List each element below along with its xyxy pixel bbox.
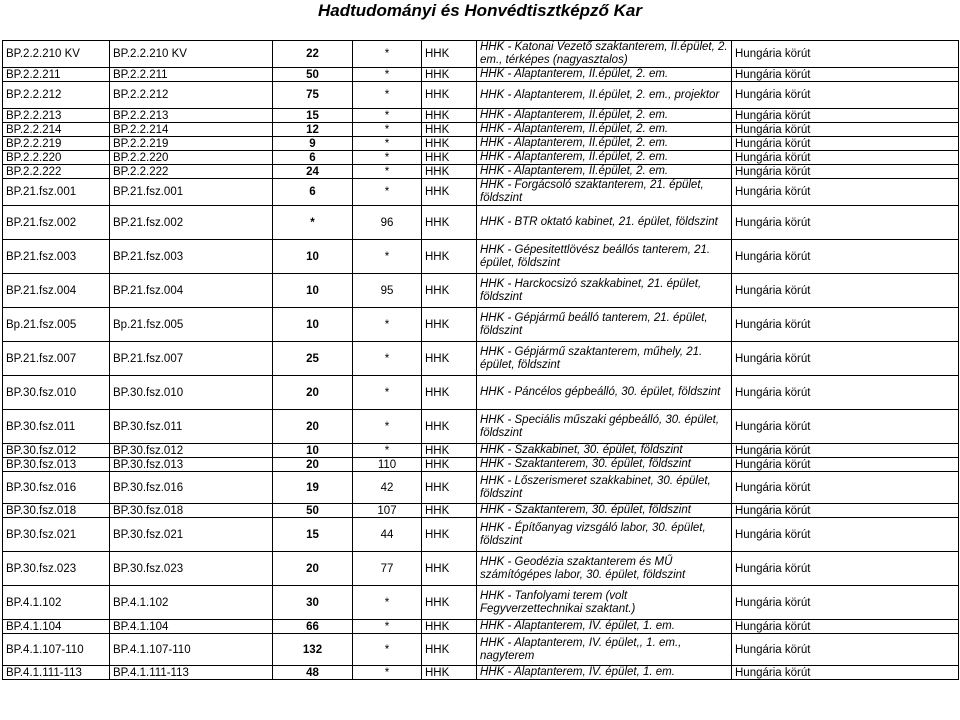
table-row bbox=[3, 41, 959, 68]
room-code-alt-cell: BP.30.fsz.012 bbox=[110, 444, 273, 458]
room-description-cell: HHK - Alaptanterem, II.épület, 2. em. bbox=[477, 151, 732, 165]
faculty-code-cell: HHK bbox=[422, 444, 477, 458]
location-cell: Hungária körút bbox=[732, 410, 959, 444]
room-description-cell: HHK - Alaptanterem, II.épület, 2. em., projektor bbox=[477, 82, 732, 109]
capacity-cell: 15 bbox=[273, 518, 353, 552]
faculty-code-cell: HHK bbox=[422, 586, 477, 620]
room-description-cell: HHK - Szaktanterem, 30. épület, földszint bbox=[477, 458, 732, 472]
table-row bbox=[3, 518, 959, 552]
capacity-cell: 19 bbox=[273, 472, 353, 504]
room-code-alt-cell: BP.4.1.111-113 bbox=[110, 666, 273, 680]
location-cell: Hungária körút bbox=[732, 518, 959, 552]
secondary-value-cell: 107 bbox=[353, 504, 422, 518]
location-cell: Hungária körút bbox=[732, 137, 959, 151]
table-row bbox=[3, 472, 959, 504]
room-code-cell: BP.30.fsz.010 bbox=[3, 376, 110, 410]
location-cell: Hungária körút bbox=[732, 458, 959, 472]
capacity-cell: 10 bbox=[273, 444, 353, 458]
location-cell: Hungária körút bbox=[732, 274, 959, 308]
room-code-alt-cell: BP.30.fsz.010 bbox=[110, 376, 273, 410]
capacity-cell: 6 bbox=[273, 151, 353, 165]
location-cell: Hungária körút bbox=[732, 82, 959, 109]
location-cell: Hungária körút bbox=[732, 620, 959, 634]
room-code-alt-cell: BP.30.fsz.013 bbox=[110, 458, 273, 472]
location-cell: Hungária körút bbox=[732, 206, 959, 240]
faculty-code-cell: HHK bbox=[422, 552, 477, 586]
room-code-cell: BP.4.1.111-113 bbox=[3, 666, 110, 680]
room-code-alt-cell: Bp.21.fsz.005 bbox=[110, 308, 273, 342]
location-cell: Hungária körút bbox=[732, 552, 959, 586]
capacity-cell: 30 bbox=[273, 586, 353, 620]
room-code-alt-cell: BP.4.1.104 bbox=[110, 620, 273, 634]
location-cell: Hungária körút bbox=[732, 444, 959, 458]
faculty-code-cell: HHK bbox=[422, 165, 477, 179]
room-code-alt-cell: BP.21.fsz.002 bbox=[110, 206, 273, 240]
room-code-alt-cell: BP.30.fsz.016 bbox=[110, 472, 273, 504]
secondary-value-cell: 110 bbox=[353, 458, 422, 472]
location-cell: Hungária körút bbox=[732, 586, 959, 620]
room-code-alt-cell: BP.30.fsz.023 bbox=[110, 552, 273, 586]
secondary-value-cell: 95 bbox=[353, 274, 422, 308]
room-description-cell: HHK - Forgácsoló szaktanterem, 21. épület, földszint bbox=[477, 179, 732, 206]
faculty-code-cell: HHK bbox=[422, 342, 477, 376]
capacity-cell: 50 bbox=[273, 68, 353, 82]
location-cell: Hungária körút bbox=[732, 342, 959, 376]
secondary-value-cell: * bbox=[353, 41, 422, 68]
room-description-cell: HHK - Tanfolyami terem (volt Fegyverzettechnikai szaktant.) bbox=[477, 586, 732, 620]
table-row bbox=[3, 137, 959, 151]
capacity-cell: 15 bbox=[273, 109, 353, 123]
room-code-cell: BP.30.fsz.011 bbox=[3, 410, 110, 444]
secondary-value-cell: * bbox=[353, 165, 422, 179]
location-cell: Hungária körút bbox=[732, 308, 959, 342]
room-description-cell: HHK - Alaptanterem, IV. épület,, 1. em., nagyterem bbox=[477, 634, 732, 666]
table-row bbox=[3, 620, 959, 634]
table-row bbox=[3, 206, 959, 240]
capacity-cell: * bbox=[273, 206, 353, 240]
room-description-cell: HHK - Harckocsizó szakkabinet, 21. épület, földszint bbox=[477, 274, 732, 308]
capacity-cell: 10 bbox=[273, 308, 353, 342]
table-row bbox=[3, 151, 959, 165]
room-code-cell: BP.21.fsz.007 bbox=[3, 342, 110, 376]
room-description-cell: HHK - Speciális műszaki gépbeálló, 30. épület, földszint bbox=[477, 410, 732, 444]
room-code-cell: BP.30.fsz.016 bbox=[3, 472, 110, 504]
secondary-value-cell: * bbox=[353, 342, 422, 376]
location-cell: Hungária körút bbox=[732, 123, 959, 137]
room-description-cell: HHK - Alaptanterem, II.épület, 2. em. bbox=[477, 137, 732, 151]
location-cell: Hungária körút bbox=[732, 41, 959, 68]
table-row bbox=[3, 586, 959, 620]
room-code-alt-cell: BP.4.1.102 bbox=[110, 586, 273, 620]
faculty-code-cell: HHK bbox=[422, 68, 477, 82]
faculty-code-cell: HHK bbox=[422, 458, 477, 472]
table-row bbox=[3, 165, 959, 179]
room-code-alt-cell: BP.2.2.214 bbox=[110, 123, 273, 137]
faculty-code-cell: HHK bbox=[422, 620, 477, 634]
secondary-value-cell: 77 bbox=[353, 552, 422, 586]
faculty-code-cell: HHK bbox=[422, 410, 477, 444]
capacity-cell: 75 bbox=[273, 82, 353, 109]
secondary-value-cell: * bbox=[353, 82, 422, 109]
capacity-cell: 9 bbox=[273, 137, 353, 151]
room-code-cell: BP.30.fsz.013 bbox=[3, 458, 110, 472]
room-table-body bbox=[3, 41, 959, 680]
capacity-cell: 20 bbox=[273, 552, 353, 586]
room-code-alt-cell: BP.21.fsz.004 bbox=[110, 274, 273, 308]
faculty-code-cell: HHK bbox=[422, 518, 477, 552]
room-code-cell: BP.4.1.107-110 bbox=[3, 634, 110, 666]
page-title: Hadtudományi és Honvédtisztképző Kar bbox=[317, 1, 642, 20]
secondary-value-cell: 44 bbox=[353, 518, 422, 552]
capacity-cell: 48 bbox=[273, 666, 353, 680]
room-code-alt-cell: BP.21.fsz.007 bbox=[110, 342, 273, 376]
room-description-cell: HHK - Alaptanterem, IV. épület, 1. em. bbox=[477, 620, 732, 634]
room-code-cell: BP.4.1.102 bbox=[3, 586, 110, 620]
room-code-alt-cell: BP.2.2.210 KV bbox=[110, 41, 273, 68]
room-code-cell: BP.30.fsz.012 bbox=[3, 444, 110, 458]
faculty-code-cell: HHK bbox=[422, 179, 477, 206]
table-row bbox=[3, 376, 959, 410]
table-row bbox=[3, 552, 959, 586]
faculty-code-cell: HHK bbox=[422, 41, 477, 68]
room-description-cell: HHK - Alaptanterem, II.épület, 2. em. bbox=[477, 109, 732, 123]
room-description-cell: HHK - Alaptanterem, II.épület, 2. em. bbox=[477, 165, 732, 179]
room-code-alt-cell: BP.30.fsz.011 bbox=[110, 410, 273, 444]
secondary-value-cell: * bbox=[353, 444, 422, 458]
secondary-value-cell: * bbox=[353, 179, 422, 206]
faculty-code-cell: HHK bbox=[422, 206, 477, 240]
secondary-value-cell: 42 bbox=[353, 472, 422, 504]
room-code-alt-cell: BP.30.fsz.018 bbox=[110, 504, 273, 518]
secondary-value-cell: * bbox=[353, 376, 422, 410]
capacity-cell: 25 bbox=[273, 342, 353, 376]
secondary-value-cell: * bbox=[353, 151, 422, 165]
faculty-code-cell: HHK bbox=[422, 82, 477, 109]
room-description-cell: HHK - Katonai Vezető szaktanterem, II.épület, 2. em., térképes (nagyasztalos) bbox=[477, 41, 732, 68]
secondary-value-cell: * bbox=[353, 123, 422, 137]
room-code-cell: BP.21.fsz.003 bbox=[3, 240, 110, 274]
location-cell: Hungária körút bbox=[732, 165, 959, 179]
room-code-cell: BP.2.2.219 bbox=[3, 137, 110, 151]
capacity-cell: 10 bbox=[273, 274, 353, 308]
faculty-code-cell: HHK bbox=[422, 472, 477, 504]
table-row bbox=[3, 179, 959, 206]
faculty-code-cell: HHK bbox=[422, 240, 477, 274]
faculty-code-cell: HHK bbox=[422, 137, 477, 151]
capacity-cell: 22 bbox=[273, 41, 353, 68]
secondary-value-cell: * bbox=[353, 308, 422, 342]
location-cell: Hungária körút bbox=[732, 109, 959, 123]
location-cell: Hungária körút bbox=[732, 634, 959, 666]
capacity-cell: 50 bbox=[273, 504, 353, 518]
table-row bbox=[3, 444, 959, 458]
faculty-code-cell: HHK bbox=[422, 274, 477, 308]
room-code-cell: BP.2.2.222 bbox=[3, 165, 110, 179]
location-cell: Hungária körút bbox=[732, 504, 959, 518]
room-description-cell: HHK - Szakkabinet, 30. épület, földszint bbox=[477, 444, 732, 458]
secondary-value-cell: * bbox=[353, 666, 422, 680]
faculty-code-cell: HHK bbox=[422, 308, 477, 342]
table-row bbox=[3, 634, 959, 666]
room-code-cell: BP.30.fsz.023 bbox=[3, 552, 110, 586]
room-code-cell: BP.21.fsz.002 bbox=[3, 206, 110, 240]
room-code-alt-cell: BP.4.1.107-110 bbox=[110, 634, 273, 666]
room-description-cell: HHK - Gépjármű szaktanterem, műhely, 21. épület, földszint bbox=[477, 342, 732, 376]
room-code-cell: BP.30.fsz.018 bbox=[3, 504, 110, 518]
secondary-value-cell: * bbox=[353, 137, 422, 151]
room-code-alt-cell: BP.2.2.222 bbox=[110, 165, 273, 179]
room-code-cell: BP.4.1.104 bbox=[3, 620, 110, 634]
room-code-alt-cell: BP.2.2.212 bbox=[110, 82, 273, 109]
table-row bbox=[3, 504, 959, 518]
faculty-code-cell: HHK bbox=[422, 666, 477, 680]
room-code-alt-cell: BP.2.2.220 bbox=[110, 151, 273, 165]
location-cell: Hungária körút bbox=[732, 666, 959, 680]
secondary-value-cell: * bbox=[353, 240, 422, 274]
location-cell: Hungária körút bbox=[732, 151, 959, 165]
room-description-cell: HHK - Alaptanterem, II.épület, 2. em. bbox=[477, 68, 732, 82]
room-description-cell: HHK - Alaptanterem, IV. épület, 1. em. bbox=[477, 666, 732, 680]
room-table bbox=[2, 40, 959, 680]
table-row bbox=[3, 68, 959, 82]
table-row bbox=[3, 666, 959, 680]
secondary-value-cell: * bbox=[353, 68, 422, 82]
room-code-alt-cell: BP.2.2.219 bbox=[110, 137, 273, 151]
capacity-cell: 132 bbox=[273, 634, 353, 666]
room-code-cell: BP.21.fsz.001 bbox=[3, 179, 110, 206]
room-code-alt-cell: BP.2.2.213 bbox=[110, 109, 273, 123]
capacity-cell: 6 bbox=[273, 179, 353, 206]
table-row bbox=[3, 458, 959, 472]
room-code-cell: Bp.21.fsz.005 bbox=[3, 308, 110, 342]
room-code-cell: BP.2.2.210 KV bbox=[3, 41, 110, 68]
secondary-value-cell: * bbox=[353, 620, 422, 634]
table-row bbox=[3, 274, 959, 308]
room-code-cell: BP.2.2.214 bbox=[3, 123, 110, 137]
capacity-cell: 20 bbox=[273, 458, 353, 472]
room-code-cell: BP.21.fsz.004 bbox=[3, 274, 110, 308]
room-description-cell: HHK - Geodézia szaktanterem és MŰ számítógépes labor, 30. épület, földszint bbox=[477, 552, 732, 586]
room-description-cell: HHK - Páncélos gépbeálló, 30. épület, földszint bbox=[477, 376, 732, 410]
capacity-cell: 20 bbox=[273, 410, 353, 444]
room-code-alt-cell: BP.2.2.211 bbox=[110, 68, 273, 82]
location-cell: Hungária körút bbox=[732, 376, 959, 410]
table-row bbox=[3, 82, 959, 109]
capacity-cell: 20 bbox=[273, 376, 353, 410]
table-row bbox=[3, 410, 959, 444]
faculty-code-cell: HHK bbox=[422, 634, 477, 666]
capacity-cell: 66 bbox=[273, 620, 353, 634]
room-code-alt-cell: BP.21.fsz.001 bbox=[110, 179, 273, 206]
secondary-value-cell: * bbox=[353, 634, 422, 666]
secondary-value-cell: * bbox=[353, 109, 422, 123]
room-description-cell: HHK - Alaptanterem, II.épület, 2. em. bbox=[477, 123, 732, 137]
room-code-cell: BP.2.2.220 bbox=[3, 151, 110, 165]
location-cell: Hungária körút bbox=[732, 179, 959, 206]
table-row bbox=[3, 240, 959, 274]
faculty-code-cell: HHK bbox=[422, 109, 477, 123]
room-description-cell: HHK - BTR oktató kabinet, 21. épület, földszint bbox=[477, 206, 732, 240]
room-code-cell: BP.30.fsz.021 bbox=[3, 518, 110, 552]
faculty-code-cell: HHK bbox=[422, 376, 477, 410]
faculty-code-cell: HHK bbox=[422, 504, 477, 518]
location-cell: Hungária körút bbox=[732, 472, 959, 504]
table-row bbox=[3, 123, 959, 137]
faculty-code-cell: HHK bbox=[422, 151, 477, 165]
faculty-code-cell: HHK bbox=[422, 123, 477, 137]
room-code-cell: BP.2.2.213 bbox=[3, 109, 110, 123]
secondary-value-cell: * bbox=[353, 586, 422, 620]
room-description-cell: HHK - Építőanyag vizsgáló labor, 30. épület, földszint bbox=[477, 518, 732, 552]
room-code-cell: BP.2.2.212 bbox=[3, 82, 110, 109]
room-code-alt-cell: BP.21.fsz.003 bbox=[110, 240, 273, 274]
room-code-alt-cell: BP.30.fsz.021 bbox=[110, 518, 273, 552]
room-description-cell: HHK - Szaktanterem, 30. épület, földszint bbox=[477, 504, 732, 518]
capacity-cell: 12 bbox=[273, 123, 353, 137]
location-cell: Hungária körút bbox=[732, 68, 959, 82]
room-description-cell: HHK - Gépjármű beálló tanterem, 21. épület, földszint bbox=[477, 308, 732, 342]
room-description-cell: HHK - Gépesitettlövész beállós tanterem, 21. épület, földszint bbox=[477, 240, 732, 274]
table-row bbox=[3, 342, 959, 376]
secondary-value-cell: * bbox=[353, 410, 422, 444]
secondary-value-cell: 96 bbox=[353, 206, 422, 240]
capacity-cell: 24 bbox=[273, 165, 353, 179]
table-row bbox=[3, 308, 959, 342]
table-row bbox=[3, 109, 959, 123]
room-code-cell: BP.2.2.211 bbox=[3, 68, 110, 82]
location-cell: Hungária körút bbox=[732, 240, 959, 274]
capacity-cell: 10 bbox=[273, 240, 353, 274]
room-description-cell: HHK - Lőszerismeret szakkabinet, 30. épület, földszint bbox=[477, 472, 732, 504]
